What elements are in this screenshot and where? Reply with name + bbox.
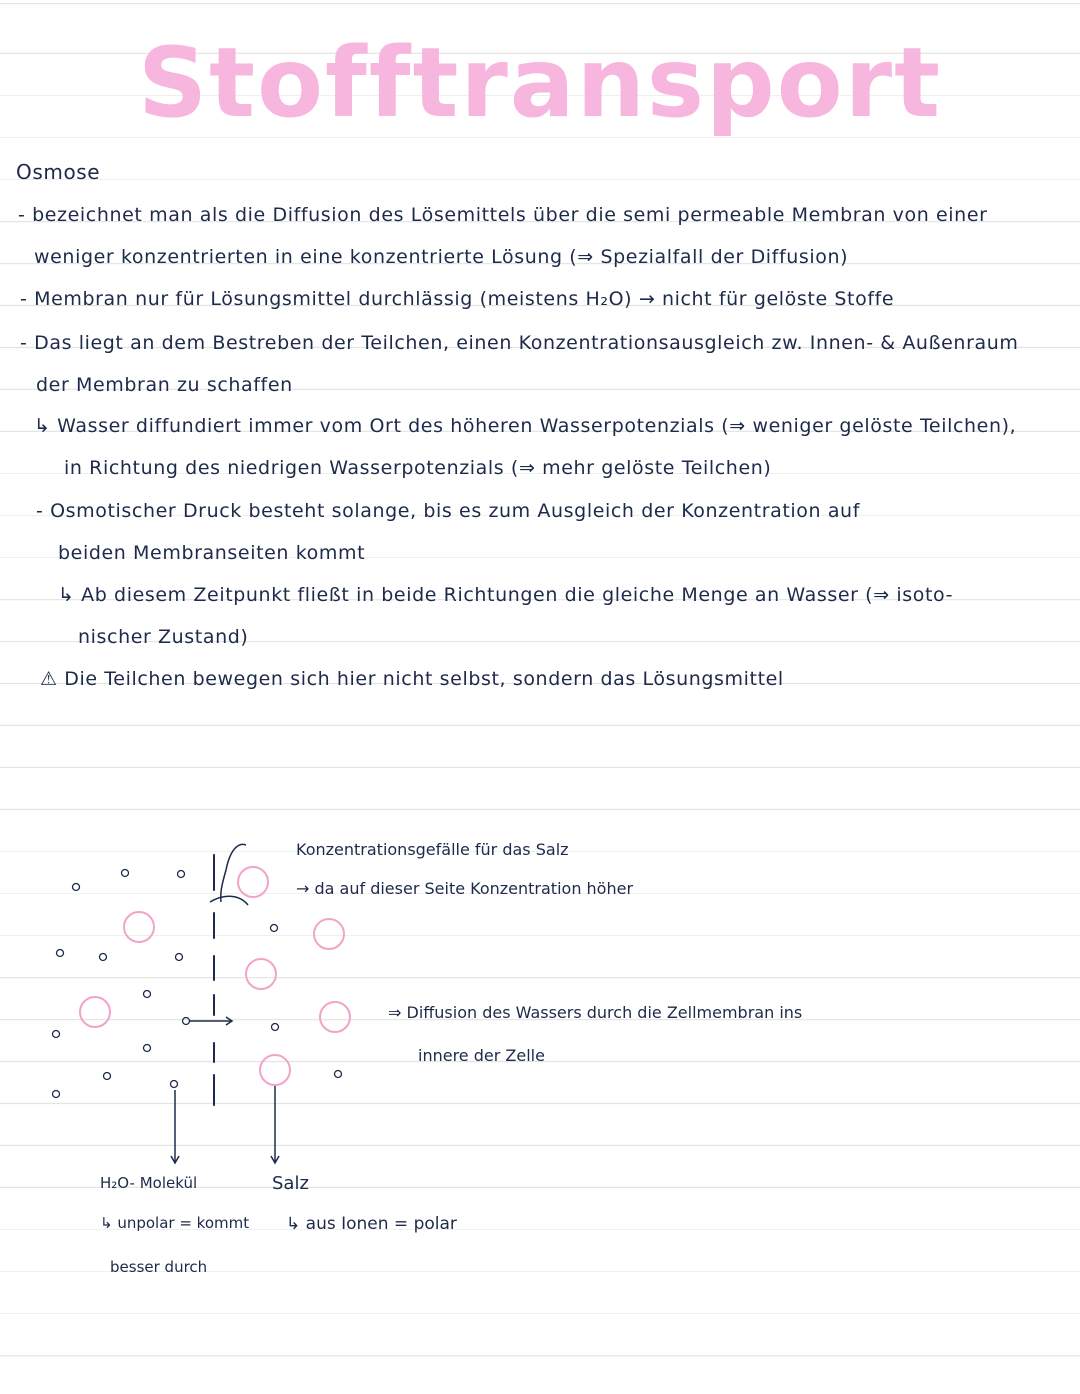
salt-label: Salz — [272, 1173, 309, 1194]
salt-particle — [320, 1002, 350, 1032]
note-line: ↳ Wasser diffundiert immer vom Ort des höheren Wasserpotenzials (⇒ weniger gelöste Teilchen), — [34, 415, 1017, 437]
water-molecule — [144, 991, 151, 998]
water-molecule — [183, 1018, 190, 1025]
water-molecule-label: H₂O- Molekül — [100, 1174, 198, 1192]
salt-particle — [124, 912, 154, 942]
salt-desc: ↳ aus Ionen = polar — [286, 1214, 457, 1234]
water-molecule — [100, 954, 107, 961]
water-molecule-desc: besser durch — [110, 1258, 208, 1276]
water-molecule — [176, 954, 183, 961]
salt-particle — [260, 1055, 290, 1085]
note-line: nischer Zustand) — [78, 626, 249, 648]
salt-particle — [238, 867, 268, 897]
water-molecule — [335, 1071, 342, 1078]
water-molecule — [53, 1091, 60, 1098]
note-line: ↳ Ab diesem Zeitpunkt fließt in beide Richtungen die gleiche Menge an Wasser (⇒ isoto- — [58, 584, 954, 606]
water-molecule — [73, 884, 80, 891]
note-line: - bezeichnet man als die Diffusion des Lösemittels über die semi permeable Membran von einer — [18, 204, 988, 226]
water-path-arrow — [226, 844, 246, 870]
diffusion-note: ⇒ Diffusion des Wassers durch die Zellmembran ins — [388, 1003, 803, 1022]
gradient-reason: → da auf dieser Seite Konzentration höher — [296, 879, 634, 898]
diffusion-note: innere der Zelle — [418, 1046, 545, 1065]
water-molecule — [104, 1073, 111, 1080]
water-molecule — [53, 1031, 60, 1038]
water-molecule — [178, 871, 185, 878]
water-molecule — [144, 1045, 151, 1052]
note-line: weniger konzentrierten in eine konzentrierte Lösung (⇒ Spezialfall der Diffusion) — [34, 246, 849, 268]
section-heading-osmose: Osmose — [16, 160, 101, 184]
note-line-warning: ⚠ Die Teilchen bewegen sich hier nicht selbst, sondern das Lösungsmittel — [40, 668, 784, 690]
page-title: Stofftransport — [138, 27, 942, 139]
note-line: - Osmotischer Druck besteht solange, bis es zum Ausgleich der Konzentration auf — [36, 500, 860, 522]
salt-particle — [246, 959, 276, 989]
water-molecule — [272, 1024, 279, 1031]
note-line: in Richtung des niedrigen Wasserpotenzials (⇒ mehr gelöste Teilchen) — [64, 457, 772, 479]
note-line: - Das liegt an dem Bestreben der Teilchen, einen Konzentrationsausgleich zw. Innen- & Außenraum — [20, 332, 1019, 354]
note-line: der Membran zu schaffen — [36, 374, 293, 396]
water-molecule — [271, 925, 278, 932]
water-molecule-desc: ↳ unpolar = kommt — [100, 1214, 250, 1232]
salt-particle — [80, 997, 110, 1027]
water-molecule — [122, 870, 129, 877]
gradient-label: Konzentrationsgefälle für das Salz — [296, 840, 569, 859]
water-path-arrow — [210, 896, 248, 905]
note-line: beiden Membranseiten kommt — [58, 542, 366, 564]
note-line: - Membran nur für Lösungsmittel durchlässig (meistens H₂O) → nicht für gelöste Stoffe — [20, 288, 895, 310]
salt-particle — [314, 919, 344, 949]
water-molecule — [57, 950, 64, 957]
water-molecule — [171, 1081, 178, 1088]
